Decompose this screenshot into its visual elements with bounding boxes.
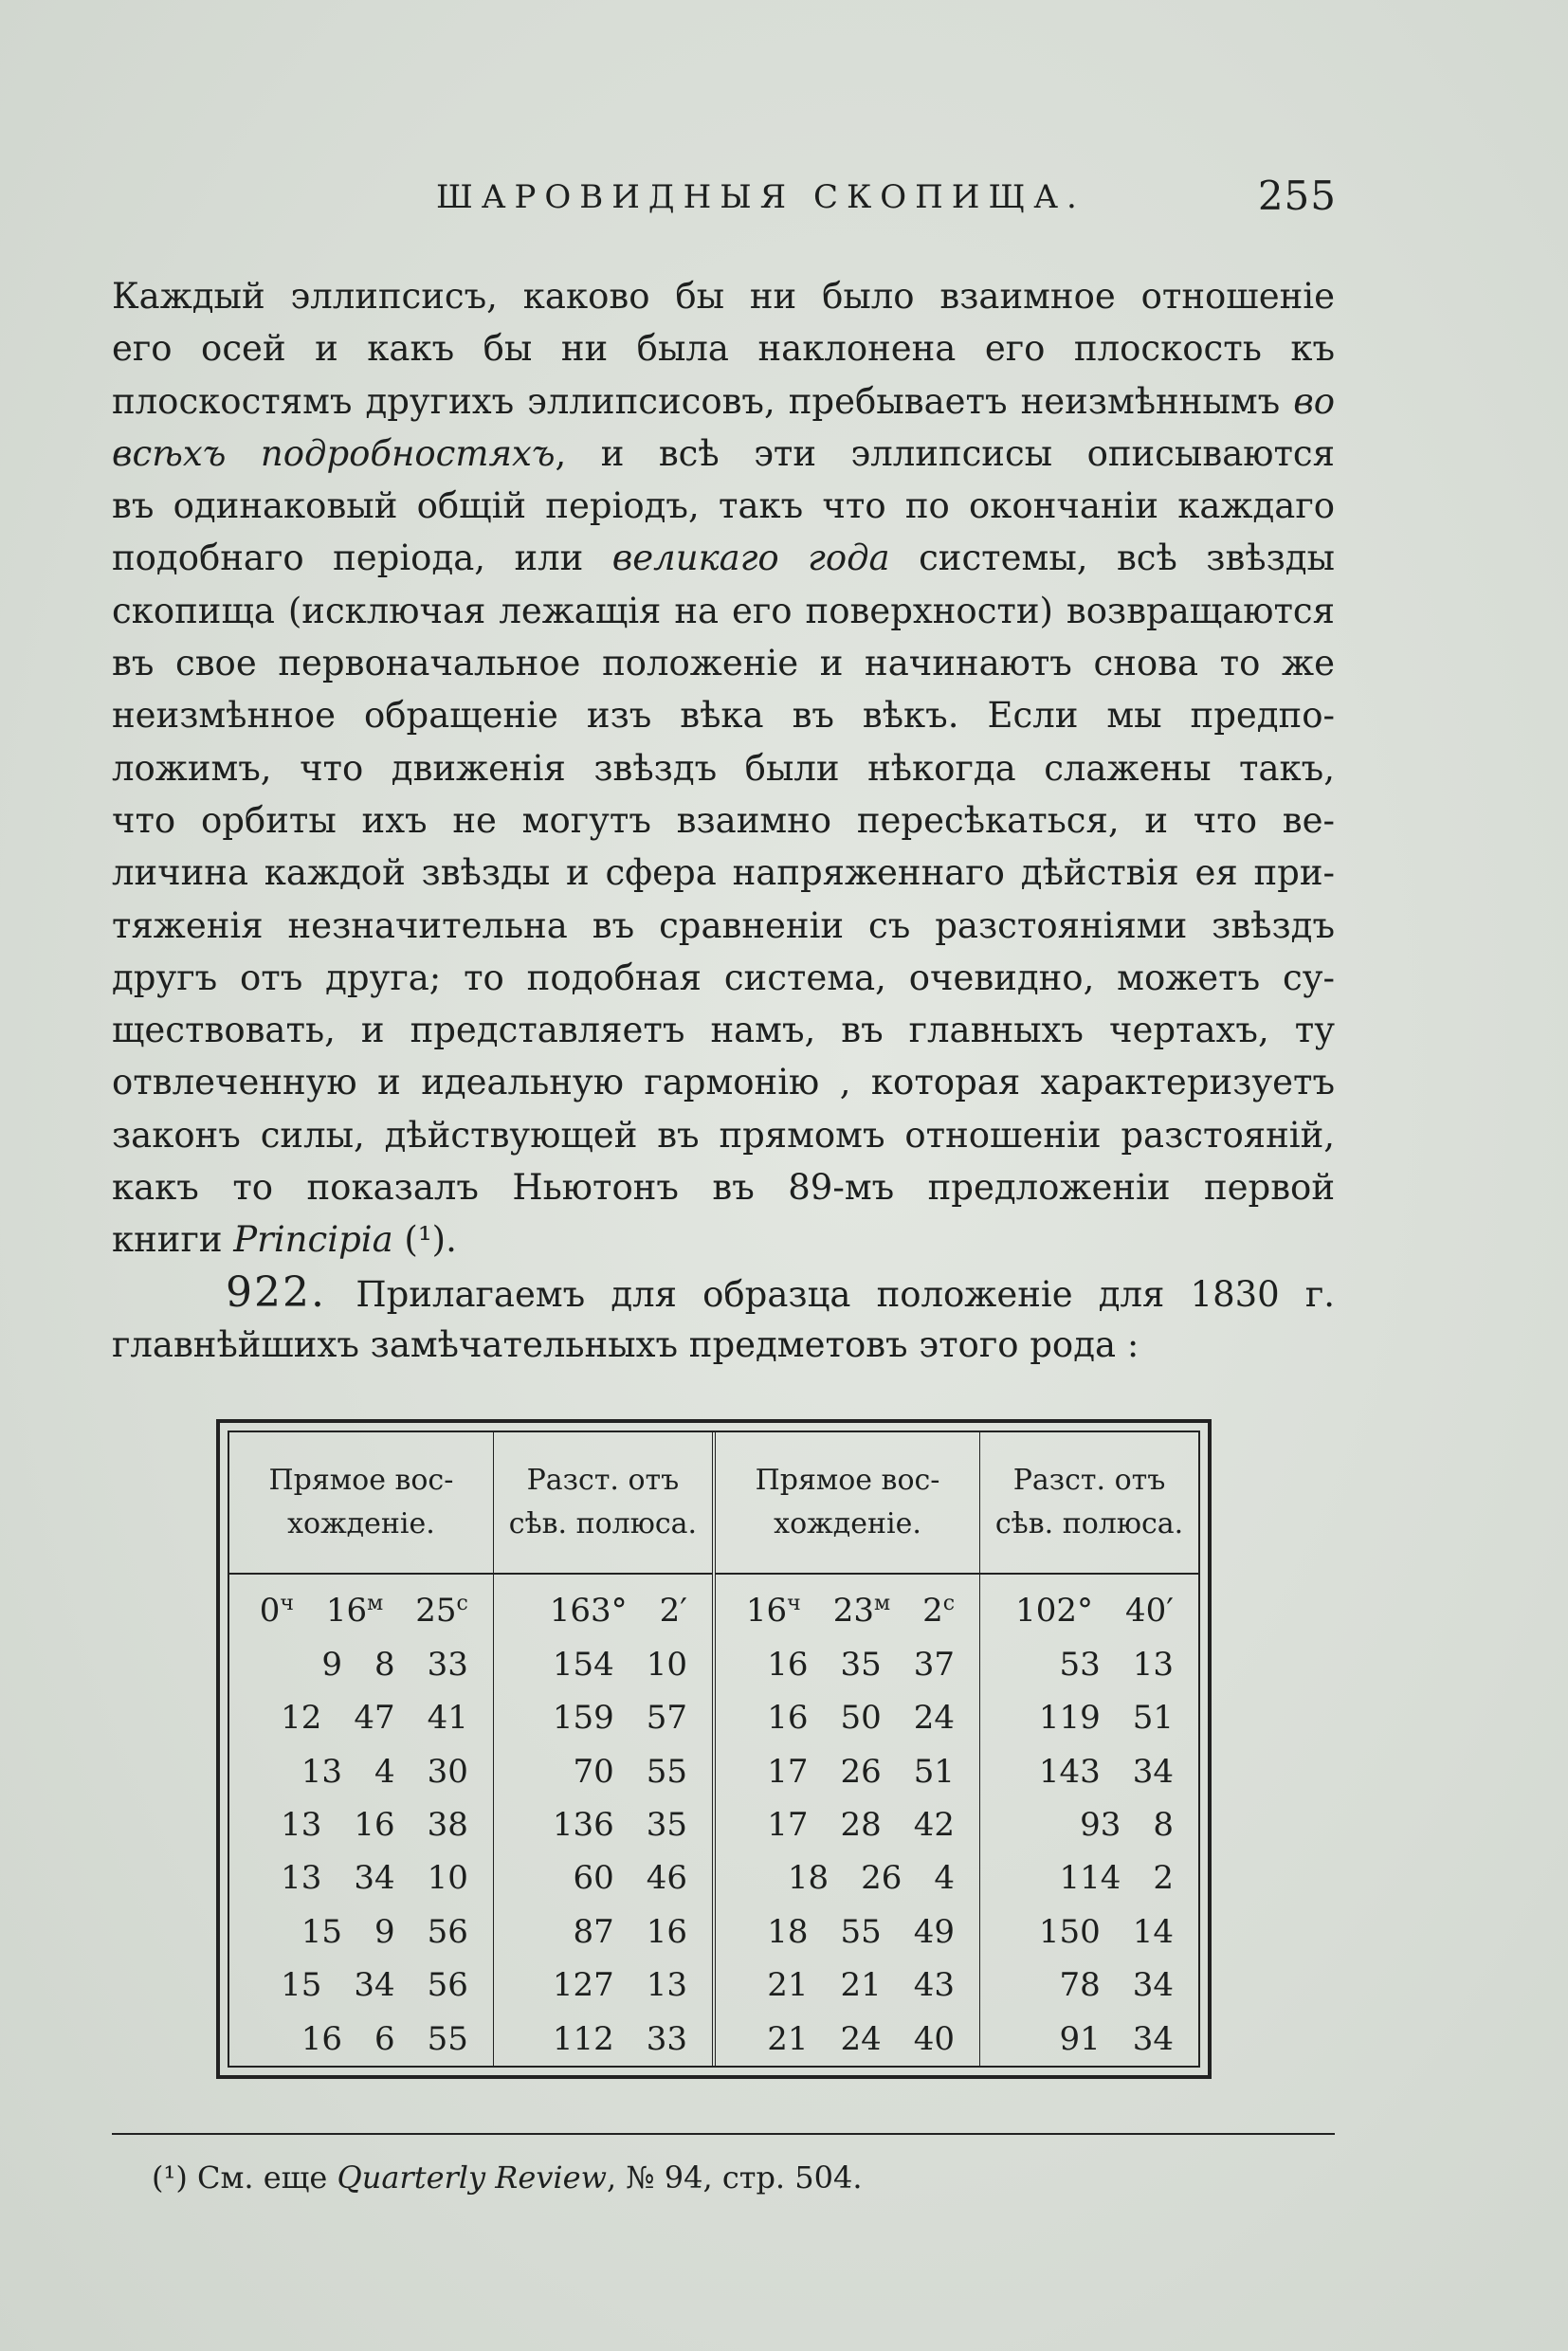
- unit-mark: м: [873, 1592, 891, 1616]
- text-line: [112, 1004, 1335, 1056]
- text-run: главнѣйшихъ замѣчательныхъ предметовъ этого рода :: [112, 1323, 1140, 1365]
- italic-run: всѣхъ подробностяхъ: [112, 432, 556, 474]
- text-line: [112, 900, 1335, 952]
- table-cell: 12 47 41: [229, 1691, 493, 1744]
- header-line: сѣв. полюса.: [994, 1507, 1184, 1540]
- table-cell: 87 16: [493, 1905, 714, 1959]
- table-cell: 18 26 4: [714, 1851, 980, 1904]
- header-line: Разст. отъ: [1012, 1464, 1166, 1497]
- table-cell: 143 34: [1038, 1752, 1174, 1791]
- table-cell: 127 13: [493, 1959, 714, 2012]
- table-cell: 16 35 37: [714, 1638, 980, 1691]
- table-cell: 102° 40′: [1015, 1592, 1174, 1631]
- text-run: ложимъ, что движенія звѣздъ были нѣкогда слажены такъ,: [112, 747, 1335, 789]
- text-run: въ свое первоначальное положеніе и начинаютъ снова то же: [112, 643, 1335, 684]
- text-run: книги: [112, 1219, 234, 1261]
- text-line: [112, 585, 1335, 637]
- text-line: [112, 1213, 1335, 1266]
- table-cell: 17 26 51: [714, 1744, 980, 1797]
- text-line: [112, 322, 1335, 374]
- italic-run: великаго года: [611, 538, 890, 579]
- text-line: [112, 742, 1335, 794]
- header-line: сѣв. полюса.: [508, 1507, 698, 1540]
- table-cell: 150 14: [1038, 1912, 1174, 1951]
- header-line: Разст. отъ: [526, 1464, 680, 1497]
- footnote-text-after: , № 94, стр. 504.: [606, 2160, 863, 2196]
- table-row: [229, 2012, 1198, 2066]
- text-line: [112, 480, 1335, 532]
- table-row: [229, 1959, 1198, 2012]
- header-line: хожденіе.: [774, 1507, 921, 1540]
- text-run: что орбиты ихъ не могутъ взаимно пересѣкаться, и что ве-: [112, 799, 1335, 841]
- table-body: [229, 1574, 1198, 2066]
- star-positions-table-frame: [216, 1419, 1212, 2079]
- text-line: [112, 1109, 1335, 1161]
- table-inner-border: [228, 1431, 1200, 2068]
- table-row: [229, 1638, 1198, 1691]
- table-header-cell: [980, 1432, 1198, 1574]
- text-run: законъ силы, дѣйствующей въ прямомъ отношеніи разстояній,: [112, 1114, 1335, 1156]
- table-row: [229, 1744, 1198, 1797]
- footnote-italic-title: Quarterly Review: [337, 2160, 607, 2196]
- text-run: личина каждой звѣзды и сфера напряженнаго дѣйствія ея при-: [112, 852, 1335, 894]
- table-header-cell: [714, 1432, 980, 1574]
- table-cell: 18 55 49: [714, 1905, 980, 1959]
- footnote-rule: [112, 2133, 1335, 2135]
- text-line: [112, 952, 1335, 1004]
- unit-mark: м: [367, 1592, 384, 1616]
- table-cell: 21 21 43: [714, 1959, 980, 2012]
- table-cell: 13 34 10: [229, 1851, 493, 1904]
- text-line: [112, 428, 1335, 480]
- text-line: [112, 1056, 1335, 1108]
- text-run: отвлеченную и идеальную гармонію , которая характеризуетъ: [112, 1062, 1335, 1103]
- table-row: [229, 1851, 1198, 1904]
- table-cell: 15 9 56: [229, 1905, 493, 1959]
- text-run: (¹).: [392, 1219, 457, 1261]
- page-number: 255: [1257, 173, 1337, 219]
- table-header-cell: [229, 1432, 493, 1574]
- table-cell: 21 24 40: [714, 2012, 980, 2066]
- text-run: системы, всѣ звѣзды: [889, 538, 1335, 579]
- unit-mark: ч: [787, 1592, 801, 1616]
- table-cell: 13 4 30: [229, 1744, 493, 1797]
- text-line: [112, 270, 1335, 322]
- footnote: [152, 2160, 863, 2196]
- text-run: плоскостямъ другихъ эллипсисовъ, пребываетъ неизмѣннымъ: [112, 380, 1294, 422]
- table-cell: $0^ч$ $16^м$ $25^с$: [229, 1574, 493, 1638]
- table-cell: $16^ч$ $23^м$ $2^с$: [714, 1574, 980, 1638]
- text-run: неизмѣнное обращеніе изъ вѣка въ вѣкъ. Если мы предпо-: [112, 695, 1335, 737]
- text-run: ществовать, и представляетъ намъ, въ главныхъ чертахъ, ту: [112, 1010, 1335, 1051]
- table-row: [229, 1574, 1198, 1638]
- text-line: [112, 1161, 1335, 1213]
- text-line: [112, 847, 1335, 899]
- table-cell: 60 46: [493, 1851, 714, 1904]
- text-run: его осей и какъ бы ни была наклонена его плоскость къ: [112, 328, 1335, 370]
- table-row: [229, 1905, 1198, 1959]
- table-cell: 16 50 24: [714, 1691, 980, 1744]
- header-line: Прямое вос-: [268, 1464, 454, 1497]
- unit-mark: ч: [280, 1592, 294, 1616]
- table-cell: 154 10: [493, 1638, 714, 1691]
- italic-run: Principia: [233, 1219, 393, 1261]
- table-header-cell: [493, 1432, 714, 1574]
- italic-run: во: [1293, 380, 1335, 422]
- text-run: , и всѣ эти эллипсисы описываются: [555, 432, 1335, 474]
- body-text: [112, 270, 1335, 1371]
- header-line: Прямое вос-: [755, 1464, 940, 1497]
- table-cell: 91 34: [1059, 2019, 1174, 2058]
- text-run: другъ отъ друга; то подобная система, очевидно, можетъ су-: [112, 957, 1335, 998]
- table-cell: 13 16 38: [229, 1798, 493, 1851]
- header-line: хожденіе.: [287, 1507, 435, 1540]
- table-cell: 159 57: [493, 1691, 714, 1744]
- table-cell: 53 13: [1059, 1645, 1174, 1684]
- footnote-mark: (¹): [152, 2160, 188, 2196]
- unit-mark: с: [456, 1592, 468, 1616]
- page-header: [114, 169, 1337, 235]
- text-line: [112, 375, 1335, 428]
- paragraph-number: 922.: [226, 1267, 356, 1317]
- table-cell: 112 33: [493, 2012, 714, 2066]
- table-cell: 93 8: [1080, 1805, 1174, 1844]
- table-cell: 9 8 33: [229, 1638, 493, 1691]
- footnote-text-before: См. еще: [187, 2160, 337, 2196]
- table-row: [229, 1798, 1198, 1851]
- text-run: въ одинаковый общій періодъ, такъ что по окончаніи каждаго: [112, 485, 1335, 527]
- text-line: [112, 532, 1335, 584]
- table-cell: 136 35: [493, 1798, 714, 1851]
- text-run: Каждый эллипсисъ, каково бы ни было взаимное отношеніе: [112, 276, 1335, 317]
- text-line: [112, 794, 1335, 847]
- text-run: Прилагаемъ для образца положеніе для 1830 г.: [356, 1273, 1335, 1315]
- table-cell: 114 2: [1059, 1859, 1174, 1898]
- table-cell: 17 28 42: [714, 1798, 980, 1851]
- text-line: [112, 689, 1335, 741]
- text-run: какъ то показалъ Ньютонъ въ 89-мъ предложеніи первой: [112, 1167, 1335, 1209]
- star-positions-table: [229, 1432, 1198, 2066]
- table-cell: 78 34: [1059, 1966, 1174, 2005]
- table-cell: 119 51: [1038, 1699, 1174, 1738]
- text-run: тяженія незначительна въ сравненіи съ разстояніями звѣздъ: [112, 904, 1335, 946]
- unit-mark: с: [942, 1592, 956, 1616]
- table-cell: 16 6 55: [229, 2012, 493, 2066]
- table-cell: 163° 2′: [493, 1574, 714, 1638]
- text-run: подобнаго періода, или: [112, 538, 612, 579]
- text-line: [112, 637, 1335, 689]
- text-line: [112, 1319, 1335, 1371]
- table-cell: 15 34 56: [229, 1959, 493, 2012]
- table-header-row: [229, 1432, 1198, 1574]
- table-row: [229, 1691, 1198, 1744]
- text-run: скопища (исключая лежащія на его поверхности) возвращаются: [112, 590, 1335, 631]
- text-line: [112, 1267, 1335, 1319]
- table-cell: 70 55: [493, 1744, 714, 1797]
- running-title: ШАРОВИДНЫЯ СКОПИЩА.: [436, 178, 1085, 216]
